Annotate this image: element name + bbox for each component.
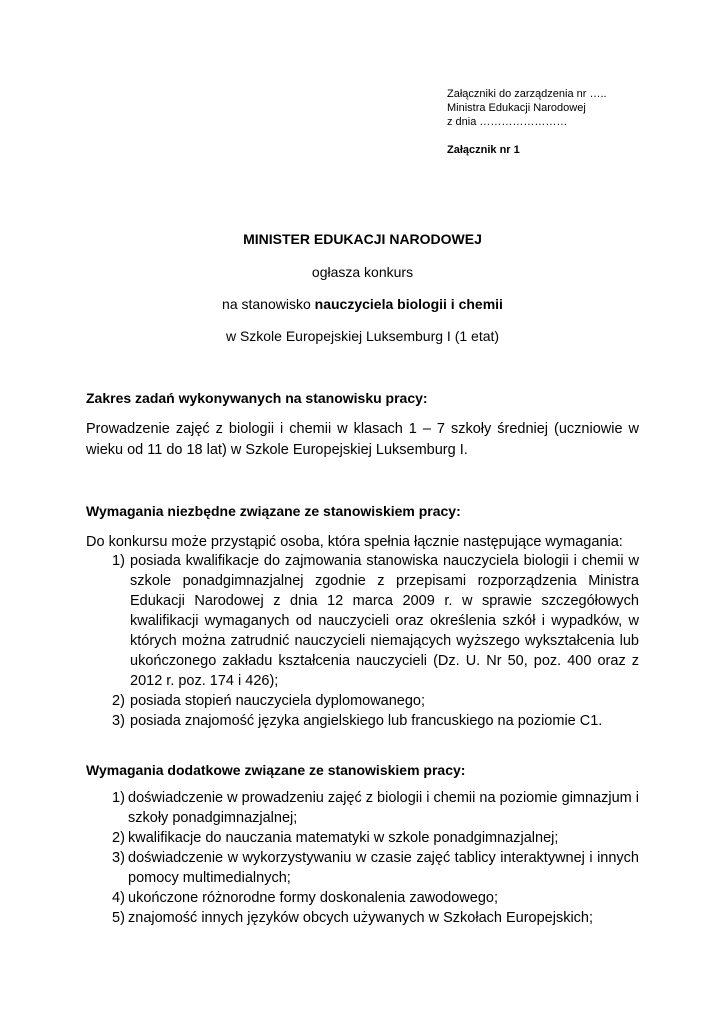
position-line	[0, 296, 725, 312]
additional-list	[86, 788, 639, 928]
list-item-number: 1)	[112, 553, 125, 569]
required-heading: Wymagania niezbędne związane ze stanowiskiem pracy:	[86, 503, 461, 519]
list-item-text: posiada stopień nauczyciela dyplomowanego;	[130, 693, 426, 709]
required-intro: Do konkursu może przystąpić osoba, która spełnia łącznie następujące wymagania:	[86, 534, 623, 550]
list-item-number: 5)	[112, 910, 125, 926]
list-item-number: 3)	[112, 850, 125, 866]
list-item-number: 2)	[112, 693, 125, 709]
list-item-text: doświadczenie w wykorzystywaniu w czasie zajęć tablicy interaktywnej i innych pomocy multimedialnych;	[128, 850, 639, 886]
list-item	[86, 788, 639, 828]
list-item-number: 2)	[112, 830, 125, 846]
required-list	[86, 551, 639, 731]
list-item-number: 3)	[112, 713, 125, 729]
annex-line-1: Załączniki do zarządzenia nr …..	[447, 88, 607, 100]
annex-line-2: Ministra Edukacji Narodowej	[447, 102, 586, 114]
list-item-text: posiada kwalifikacje do zajmowania stanowiska nauczyciela biologii i chemii w szkole ponadgimnazjalnej zgodnie z przepisami rozporządzenia Ministra Edukacji Narodowej z dnia 12 marca 2009 r. w sprawie szczegółowych kwalifikacji wymaganych od nauczycieli oraz określenia szkół i wypadków, w których można zatrudnić nauczycieli niemających wyższego wykształcenia lub ukończonego zakładu kształcenia nauczycieli (Dz. U. Nr 50, poz. 400 oraz z 2012 r. poz. 174 i 426);	[130, 553, 639, 689]
scope-heading: Zakres zadań wykonywanych na stanowisku pracy:	[86, 390, 428, 406]
list-item-number: 1)	[112, 790, 125, 806]
announces-line: ogłasza konkurs	[311, 264, 414, 280]
list-item	[86, 848, 639, 888]
position-title: nauczyciela biologii i chemii	[314, 296, 503, 312]
position-prefix: na stanowisko	[222, 296, 315, 312]
list-item	[86, 828, 639, 848]
annex-line-3: z dnia ……………………	[447, 116, 568, 128]
scope-text: Prowadzenie zajęć z biologii i chemii w klasach 1 – 7 szkoły średniej (uczniowie w wieku od 11 do 18 lat) w Szkole Europejskiej Luksemburg I.	[86, 421, 639, 458]
additional-heading: Wymagania dodatkowe związane ze stanowiskiem pracy:	[86, 762, 466, 778]
list-item-text: znajomość innych języków obcych używanych w Szkołach Europejskich;	[128, 910, 594, 926]
list-item	[86, 888, 639, 908]
list-item	[86, 691, 639, 711]
list-item-text: kwalifikacje do nauczania matematyki w szkole ponadgimnazjalnej;	[128, 830, 559, 846]
school-line: w Szkole Europejskiej Luksemburg I (1 etat)	[225, 328, 500, 344]
minister-title: MINISTER EDUKACJI NARODOWEJ	[243, 231, 482, 247]
list-item-text: doświadczenie w prowadzeniu zajęć z biologii i chemii na poziomie gimnazjum i szkoły ponadgimnazjalnej;	[128, 790, 639, 826]
list-item	[86, 551, 639, 691]
annex-number: Załącznik nr 1	[447, 144, 520, 156]
list-item-text: posiada znajomość języka angielskiego lub francuskiego na poziomie C1.	[130, 713, 603, 729]
list-item-number: 4)	[112, 890, 125, 906]
list-item-text: ukończone różnorodne formy doskonalenia zawodowego;	[128, 890, 498, 906]
annex-header	[447, 87, 707, 157]
list-item	[86, 908, 639, 928]
list-item	[86, 711, 639, 731]
